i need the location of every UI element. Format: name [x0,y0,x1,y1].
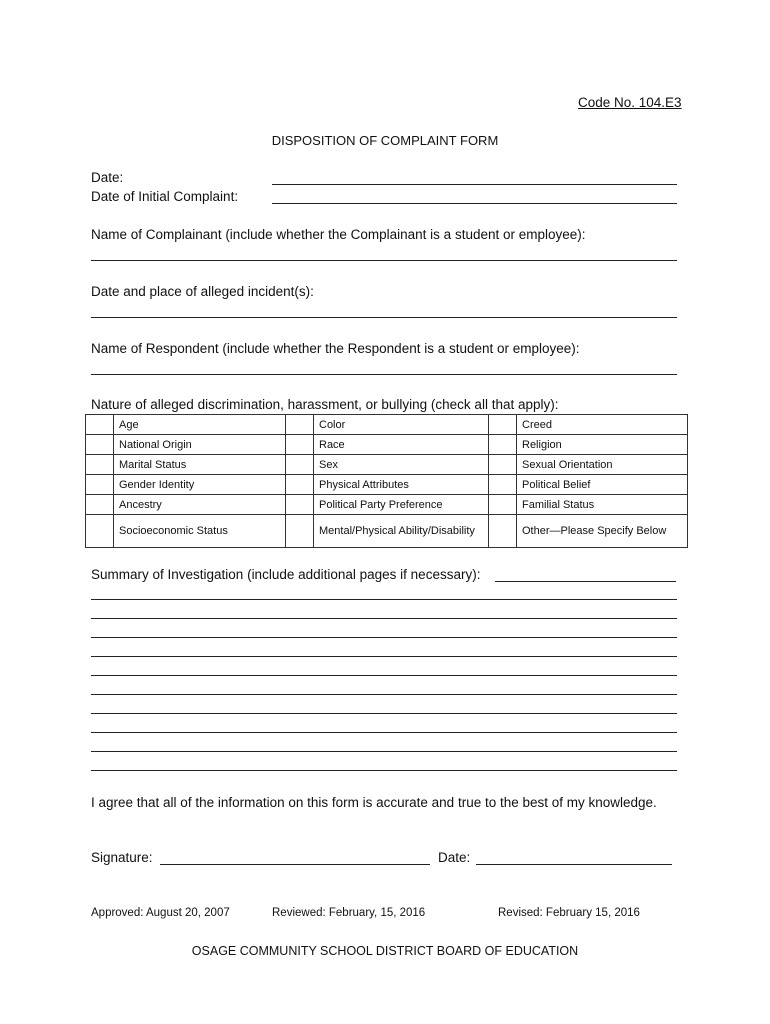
summary-line[interactable] [91,751,677,752]
form-title: DISPOSITION OF COMPLAINT FORM [271,133,499,148]
category-label: Political Party Preference [314,495,489,515]
nature-row [86,515,688,548]
checkbox-cell[interactable] [86,475,114,495]
date-field[interactable] [272,184,677,185]
category-label: Gender Identity [114,475,286,495]
agreement-text: I agree that all of the information on this form is accurate and true to the best of my knowledge. [91,795,657,810]
category-label: Sex [314,455,489,475]
complainant-label: Name of Complainant (include whether the Complainant is a student or employee): [91,227,586,242]
checkbox-cell[interactable] [86,435,114,455]
checkbox-cell[interactable] [489,455,517,475]
summary-label: Summary of Investigation (include additional pages if necessary): [91,567,481,582]
category-label: Marital Status [114,455,286,475]
date-label: Date: [91,170,124,185]
signature-field[interactable] [160,864,430,865]
category-label: Mental/Physical Ability/Disability [314,515,489,548]
summary-line[interactable] [91,599,677,600]
category-label: Color [314,415,489,435]
category-label: Religion [517,435,688,455]
initial-complaint-field[interactable] [272,203,677,204]
nature-table [85,414,688,548]
checkbox-cell[interactable] [286,495,314,515]
nature-row [86,455,688,475]
checkbox-cell[interactable] [286,515,314,548]
checkbox-cell[interactable] [489,415,517,435]
approved-date: Approved: August 20, 2007 [91,907,230,919]
checkbox-cell[interactable] [286,415,314,435]
category-label: Familial Status [517,495,688,515]
summary-line[interactable] [91,637,677,638]
initial-complaint-label: Date of Initial Complaint: [91,189,239,204]
complainant-field[interactable] [91,260,677,261]
summary-line[interactable] [91,618,677,619]
checkbox-cell[interactable] [489,435,517,455]
checkbox-cell[interactable] [489,515,517,548]
checkbox-cell[interactable] [489,475,517,495]
nature-row [86,495,688,515]
checkbox-cell[interactable] [489,495,517,515]
summary-line[interactable] [91,694,677,695]
summary-line[interactable] [91,732,677,733]
category-label: Political Belief [517,475,688,495]
respondent-label: Name of Respondent (include whether the Respondent is a student or employee): [91,341,580,356]
respondent-field[interactable] [91,374,677,375]
summary-line[interactable] [91,713,677,714]
summary-line[interactable] [91,770,677,771]
board-name: OSAGE COMMUNITY SCHOOL DISTRICT BOARD OF EDUCATION [191,944,579,958]
category-label: National Origin [114,435,286,455]
checkbox-cell[interactable] [286,435,314,455]
category-label: Creed [517,415,688,435]
nature-label: Nature of alleged discrimination, harassment, or bullying (check all that apply): [91,397,559,412]
incident-field[interactable] [91,317,677,318]
checkbox-cell[interactable] [286,475,314,495]
category-label: Race [314,435,489,455]
nature-row [86,475,688,495]
signature-date-label: Date: [438,850,471,865]
summary-first-line[interactable] [495,581,676,582]
checkbox-cell[interactable] [86,515,114,548]
category-label: Sexual Orientation [517,455,688,475]
summary-line[interactable] [91,656,677,657]
checkbox-cell[interactable] [286,455,314,475]
category-label: Physical Attributes [314,475,489,495]
checkbox-cell[interactable] [86,495,114,515]
revised-date: Revised: February 15, 2016 [498,907,640,919]
signature-date-field[interactable] [476,864,672,865]
summary-line[interactable] [91,675,677,676]
code-number: Code No. 104.E3 [578,95,682,110]
reviewed-date: Reviewed: February, 15, 2016 [272,907,426,919]
category-label: Other—Please Specify Below [517,515,688,548]
category-label: Ancestry [114,495,286,515]
nature-row [86,415,688,435]
checkbox-cell[interactable] [86,455,114,475]
category-label: Socioeconomic Status [114,515,286,548]
incident-label: Date and place of alleged incident(s): [91,284,314,299]
checkbox-cell[interactable] [86,415,114,435]
category-label: Age [114,415,286,435]
signature-label: Signature: [91,850,153,865]
nature-row [86,435,688,455]
